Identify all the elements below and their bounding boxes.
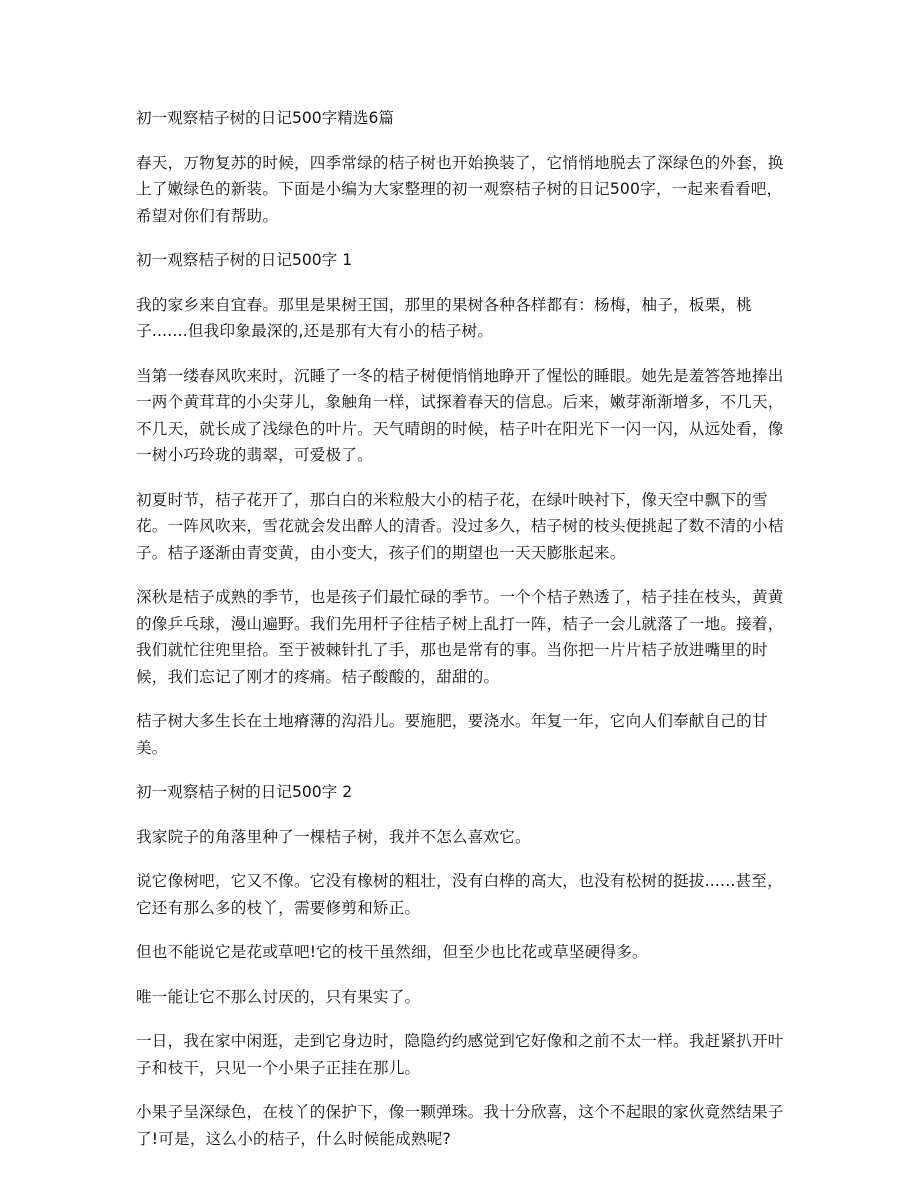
- section-1-paragraph: 深秋是桔子成熟的季节，也是孩子们最忙碌的季节。一个个桔子熟透了，桔子挂在枝头，黄黄的像乒乓球，漫山遍野。我们先用杆子往桔子树上乱打一阵，桔子一会儿就落了一地。接着，我们就忙往兜里拾。至于被棘针扎了手，那也是常有的事。当你把一片片桔子放进嘴里的时候，我们忘记了刚才的疼痛。桔子酸酸的，甜甜的。: [136, 588, 784, 686]
- section-1-paragraph: 我的家乡来自宜春。那里是果树王国，那里的果树各种各样都有：杨梅，柚子，板栗，桃子.......但我印象最深的,还是那有大有小的桔子树。: [136, 295, 752, 340]
- section-2-paragraph: 一日，我在家中闲逛，走到它身边时，隐隐约约感觉到它好像和之前不太一样。我赶紧扒开叶子和枝干，只见一个小果子正挂在那儿。: [136, 1032, 784, 1077]
- section-1-paragraph: 桔子树大多生长在土地瘠薄的沟沿儿。要施肥，要浇水。年复一年，它向人们奉献自己的甘美。: [136, 712, 768, 757]
- section-1-heading: 初一观察桔子树的日记500字 1: [136, 251, 353, 269]
- section-2-paragraph: 我家院子的角落里种了一棵桔子树，我并不怎么喜欢它。: [136, 827, 531, 846]
- document-page: [136, 105, 786, 1170]
- section-1-paragraph: 初夏时节，桔子花开了，那白白的米粒般大小的桔子花，在绿叶映衬下，像天空中飘下的雪花。一阵风吹来，雪花就会发出醉人的清香。没过多久，桔子树的枝头便挑起了数不清的小桔子。桔子逐渐由青变黄，由小变大，孩子们的期望也一天天膨胀起来。: [136, 490, 784, 562]
- section-2-paragraph: 但也不能说它是花或草吧!它的枝干虽然细，但至少也比花或草坚硬得多。: [136, 943, 648, 961]
- section-2-paragraph: 唯一能让它不那么讨厌的，只有果实了。: [136, 987, 421, 1006]
- document-title: 初一观察桔子树的日记500字精选6篇: [136, 109, 394, 127]
- section-2-paragraph: 小果子呈深绿色，在枝丫的保护下，像一颗弹珠。我十分欣喜，这个不起眼的家伙竟然结果子了!可是，这么小的桔子，什么时候能成熟呢?: [136, 1103, 784, 1148]
- section-2-heading: 初一观察桔子树的日记500字 2: [136, 783, 353, 801]
- section-1-paragraph: 当第一缕春风吹来时，沉睡了一冬的桔子树便悄悄地睁开了惺忪的睡眼。她先是羞答答地捧出一两个黄茸茸的小尖芽儿，象触角一样，试探着春天的信息。后来，嫩芽渐渐增多，不几天，不几天，就长成了浅绿色的叶片。天气晴朗的时候，桔子叶在阳光下一闪一闪，从远处看，像一树小巧玲珑的翡翠，可爱极了。: [136, 366, 784, 464]
- intro-paragraph: 春天，万物复苏的时候，四季常绿的桔子树也开始换装了，它悄悄地脱去了深绿色的外套，换上了嫩绿色的新装。下面是小编为大家整理的初一观察桔子树的日记500字，一起来看看吧，希望对你们有帮助。: [136, 153, 784, 225]
- section-2-paragraph: 说它像树吧，它又不像。它没有橡树的粗壮，没有白桦的高大，也没有松树的挺拔......甚至，它还有那么多的枝丫，需要修剪和矫正。: [136, 872, 783, 917]
